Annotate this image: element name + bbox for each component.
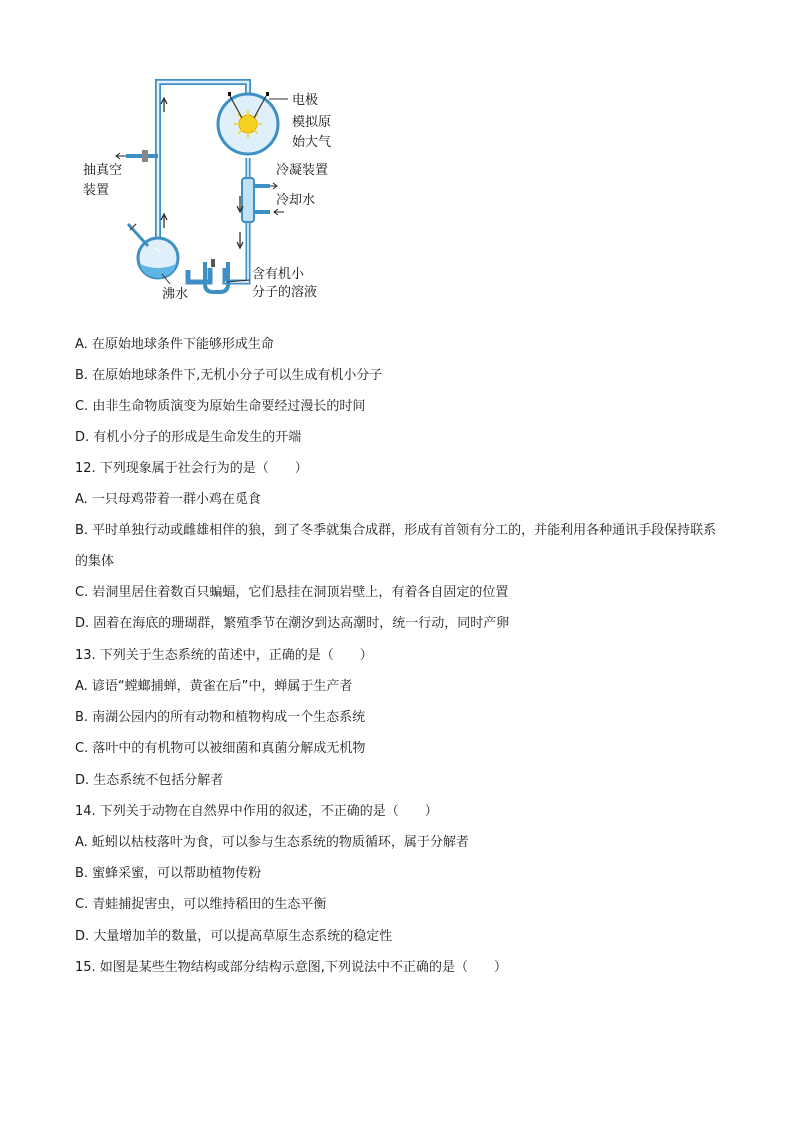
q12-option-a: A. 一只母鸡带着一群小鸡在觅食 xyxy=(75,492,261,507)
tube-down xyxy=(188,158,248,282)
q13-stem: 13. 下列关于生态系统的苗述中，正确的是（ ） xyxy=(75,648,373,663)
label-solution-1: 含有机小 xyxy=(252,267,305,282)
label-condenser: 冷凝装置 xyxy=(276,163,329,178)
q14-option-c: C. 青蛙捕捉害虫，可以维持稻田的生态平衡 xyxy=(75,897,327,912)
q13-option-d: D. 生态系统不包括分解者 xyxy=(75,773,224,788)
q12-option-b: B. 平时单独行动或雌雄相伴的狼，到了冬季就集合成群，形成有首领有分工的，并能利用各种通讯手段保持联系的集体 xyxy=(75,523,717,569)
label-electrode: 电极 xyxy=(292,93,319,108)
q15-stem: 15. 如图是某些生物结构或部分结构示意图,下列说法中不正确的是（ ） xyxy=(75,960,507,975)
label-atmosphere-1: 模拟原 xyxy=(292,115,332,130)
q14-option-d: D. 大量增加羊的数量，可以提高草原生态系统的稳定性 xyxy=(75,929,393,944)
label-vacuum-2: 装置 xyxy=(83,183,110,198)
q11-option-a: A. 在原始地球条件下能够形成生命 xyxy=(75,337,274,352)
q11-option-b: B. 在原始地球条件下,无机小分子可以生成有机小分子 xyxy=(75,368,383,383)
q12-option-d: D. 固着在海底的珊瑚群，繁殖季节在潮汐到达高潮时，统一行动，同时产卵 xyxy=(75,616,510,631)
q12-stem: 12. 下列现象属于社会行为的是（ ） xyxy=(75,461,308,476)
apparatus-drawing xyxy=(70,72,370,312)
label-vacuum-1: 抽真空 xyxy=(83,163,123,178)
q13-option-b: B. 南湖公园内的所有动物和植物构成一个生态系统 xyxy=(75,710,366,725)
miller-apparatus-diagram xyxy=(70,72,370,312)
q13-option-a: A. 谚语“螳螂捕蝉，黄雀在后”中，蝉属于生产者 xyxy=(75,679,353,694)
q12-option-c: C. 岩洞里居住着数百只蝙蝠，它们悬挂在洞顶岩壁上，有着各自固定的位置 xyxy=(75,585,509,600)
vacuum-arrow xyxy=(116,153,126,159)
label-boiling-water: 沸水 xyxy=(162,287,189,302)
label-cooling-water: 冷却水 xyxy=(276,193,316,208)
q11-option-d: D. 有机小分子的形成是生命发生的开端 xyxy=(75,430,302,445)
q13-option-c: C. 落叶中的有机物可以被细菌和真菌分解成无机物 xyxy=(75,741,366,756)
q14-option-a: A. 蚯蚓以枯枝落叶为食，可以参与生态系统的物质循环，属于分解者 xyxy=(75,835,469,850)
condenser xyxy=(242,178,254,222)
q11-option-c: C. 由非生命物质演变为原始生命要经过漫长的时间 xyxy=(75,399,366,414)
q14-stem: 14. 下列关于动物在自然界中作用的叙述，不正确的是（ ） xyxy=(75,804,438,819)
q14-option-b: B. 蜜蜂采蜜，可以帮助植物传粉 xyxy=(75,866,262,881)
label-atmosphere-2: 始大气 xyxy=(292,135,332,150)
label-solution-2: 分子的溶液 xyxy=(252,285,318,300)
